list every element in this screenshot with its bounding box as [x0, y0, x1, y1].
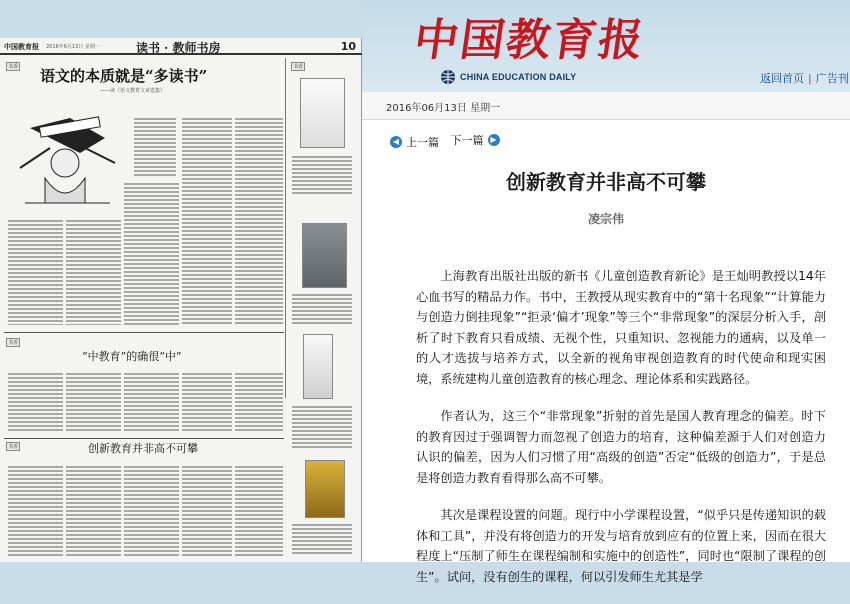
issue-date: 2016年06月13日 星期一: [386, 103, 501, 114]
ad-link[interactable]: 广告刊: [815, 72, 849, 85]
site-logo[interactable]: 中国教育报: [410, 15, 648, 66]
prev-article-button[interactable]: [390, 134, 439, 150]
arrow-right-icon: ▶: [488, 134, 500, 146]
newspaper-tag: 书香: [8, 64, 19, 70]
newspaper-headline: 创新教育并非高不可攀: [88, 442, 198, 455]
newspaper-subtitle: ——读《语文教育文章选集》: [100, 88, 166, 94]
article-author: 凌宗伟: [587, 212, 624, 226]
top-links: 返回首页 | 广告刊: [760, 72, 849, 85]
newspaper-headline: 语文的本质就是“多读书”: [40, 67, 208, 85]
newspaper-page-number: 10: [340, 40, 356, 53]
newspaper-section: 读书 · 教师书房: [136, 41, 221, 55]
prev-article-label: 上一篇: [406, 136, 439, 149]
newspaper-headline: “中教育”的确很“中”: [82, 350, 182, 363]
article-title: 创新教育并非高不可攀: [506, 170, 706, 194]
next-article-button[interactable]: [451, 132, 500, 148]
newspaper-header: [0, 38, 362, 55]
next-article-label: 下一篇: [450, 134, 484, 147]
date-bar: [362, 92, 850, 120]
article-paragraph: 上海教育出版社出版的新书《儿童创造教育新论》是王灿明教授以14年心血书写的精品力作。书中，王教授从现实教育中的“第十名现象”“计算能力与创造力倒挂现象”“拒录‘偏才’现象”等三个“非常现象”的深层分析入手，剖析了时下教育只看成绩、无视个性，只重知识、忽视能力的通病，以及单一的人才选拔与培养方式，以全新的视角审视创造教育的时代使命和现实困境，系统建构儿童创造教育的核心理念、理论体系和实践路径。: [416, 269, 826, 386]
newspaper-tag: 书香: [8, 444, 19, 450]
newspaper-tag: 书香: [293, 64, 304, 70]
book-cover-image: [305, 460, 345, 518]
newspaper-page-image: [0, 38, 362, 562]
article-paragraph: 作者认为，这三个“非常现象”折射的首先是国人教育理念的偏差。时下的教育因过于强调智力而忽视了创造力的培育，这种偏差源于人们对创造力认识的偏差，因为人们习惯了用“高级的创造”否定“低级的创造力”，于是总是将创造力教育看得那么高不可攀。: [416, 409, 826, 485]
article-paragraph: 其次是课程设置的问题。现行中小学课程设置，“似乎只是传递知识的载体和工具”，并没有将创造力的开发与培育放到应有的位置上来，因而在很大程度上“压制了师生在课程编制和实施中的创造性”，同时也“限制了课程的创生”。试问，没有创生的课程，何以引发师生尤其是学: [416, 508, 826, 584]
book-cover-image: [303, 334, 333, 399]
arrow-left-icon: ◀: [390, 136, 402, 148]
book-cover-image: [302, 223, 347, 288]
newspaper-tag: 书香: [8, 340, 19, 346]
newspaper-date: 2016年6月13日 星期一: [46, 44, 100, 50]
article-body: [416, 266, 826, 604]
site-logo-english: CHINA EDUCATION DAILY: [460, 72, 577, 82]
newspaper-masthead: 中国教育报: [4, 42, 39, 51]
article-nav: [390, 132, 508, 150]
book-cover-image: [300, 78, 345, 148]
home-link[interactable]: 返回首页: [760, 72, 804, 85]
globe-icon: [440, 69, 456, 85]
newspaper-illustration: [10, 108, 130, 213]
